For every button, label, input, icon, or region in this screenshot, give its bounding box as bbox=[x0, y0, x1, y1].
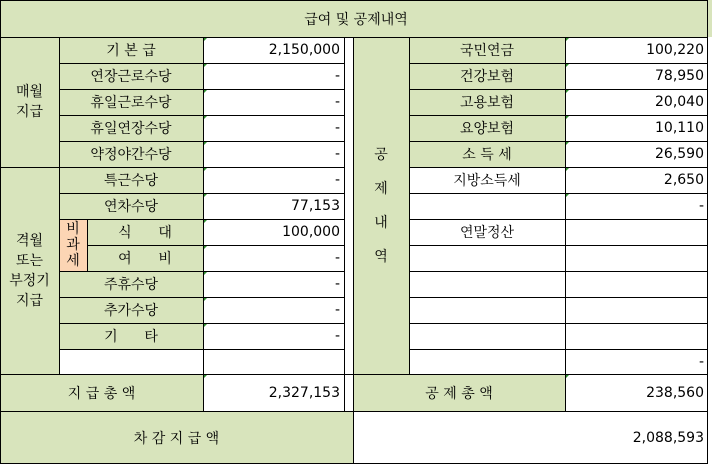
sheet-title: 급여 및 공제내역 bbox=[0, 0, 712, 37]
pay-item-value: 2,150,000 bbox=[203, 37, 344, 63]
deduction-item-label: 고용보험 bbox=[409, 89, 565, 115]
deduction-item-value bbox=[565, 323, 708, 349]
irregular-label-line: 격월 bbox=[15, 232, 44, 249]
deduction-item-value: 20,040 bbox=[565, 89, 708, 115]
deduction-item-label bbox=[409, 349, 565, 374]
deduction-item-label bbox=[409, 271, 565, 297]
pay-item-label: 추가수당 bbox=[59, 297, 203, 323]
net-pay-value: 2,088,593 bbox=[353, 411, 708, 464]
irregular-label-line: 부정기 bbox=[9, 272, 50, 289]
pay-item-value: - bbox=[203, 323, 344, 349]
total-pay-value: 2,327,153 bbox=[203, 374, 344, 411]
deduction-item-label bbox=[409, 323, 565, 349]
deduction-item-label: 건강보험 bbox=[409, 63, 565, 89]
pay-item-value: - bbox=[203, 141, 344, 167]
pay-item-label: 식 대 bbox=[87, 219, 203, 245]
monthly-label-line: 지급 bbox=[15, 104, 44, 120]
pay-item-label bbox=[59, 349, 203, 374]
deduction-item-value: 2,650 bbox=[565, 167, 708, 193]
pay-item-value: - bbox=[203, 245, 344, 271]
deduction-label-char: 역 bbox=[374, 248, 388, 265]
deduction-item-value bbox=[565, 219, 708, 245]
deduction-item-label bbox=[409, 193, 565, 219]
monthly-pay-label bbox=[0, 37, 59, 167]
totals-spacer bbox=[344, 374, 353, 411]
pay-item-value bbox=[203, 349, 344, 374]
pay-item-value: 77,153 bbox=[203, 193, 344, 219]
deduction-item-label: 소 득 세 bbox=[409, 141, 565, 167]
pay-item-value: - bbox=[203, 167, 344, 193]
non-taxable-char: 과 bbox=[66, 237, 80, 253]
total-deduction-value: 238,560 bbox=[565, 374, 708, 411]
total-deduction-label: 공 제 총 액 bbox=[353, 374, 565, 411]
pay-item-label: 기 타 bbox=[59, 323, 203, 349]
total-pay-label: 지 급 총 액 bbox=[0, 374, 203, 411]
non-taxable-char: 비 bbox=[66, 221, 80, 237]
pay-item-value: - bbox=[203, 89, 344, 115]
irregular-label-line: 지급 bbox=[15, 292, 44, 309]
irregular-label-line: 또는 bbox=[15, 252, 44, 269]
pay-item-label: 휴일연장수당 bbox=[59, 115, 203, 141]
deduction-label-char: 내 bbox=[374, 214, 388, 231]
pay-item-value: - bbox=[203, 115, 344, 141]
pay-item-label: 휴일근로수당 bbox=[59, 89, 203, 115]
spacer-column bbox=[344, 37, 353, 374]
pay-item-value: - bbox=[203, 297, 344, 323]
deduction-item-value: 26,590 bbox=[565, 141, 708, 167]
deduction-item-value: - bbox=[565, 193, 708, 219]
deduction-item-label: 연말정산 bbox=[409, 219, 565, 245]
deduction-item-label bbox=[409, 297, 565, 323]
non-taxable-tag bbox=[59, 219, 87, 271]
deduction-item-value: 10,110 bbox=[565, 115, 708, 141]
pay-item-label: 기 본 급 bbox=[59, 37, 203, 63]
deduction-item-value bbox=[565, 271, 708, 297]
deduction-label-char: 공 bbox=[374, 146, 388, 163]
pay-item-label: 약정야간수당 bbox=[59, 141, 203, 167]
deduction-label-char: 제 bbox=[374, 180, 388, 197]
monthly-label-line: 매월 bbox=[15, 84, 44, 100]
deduction-item-label: 요양보험 bbox=[409, 115, 565, 141]
deduction-item-value: 100,220 bbox=[565, 37, 708, 63]
pay-item-label: 주휴수당 bbox=[59, 271, 203, 297]
deduction-item-label bbox=[409, 245, 565, 271]
pay-item-label: 연차수당 bbox=[59, 193, 203, 219]
deduction-item-value: 78,950 bbox=[565, 63, 708, 89]
irregular-pay-label bbox=[0, 167, 59, 374]
pay-item-value: 100,000 bbox=[203, 219, 344, 245]
net-pay-label: 차 감 지 급 액 bbox=[0, 411, 353, 464]
deduction-item-value bbox=[565, 245, 708, 271]
deduction-section-label bbox=[353, 37, 409, 374]
pay-item-label: 여 비 bbox=[87, 245, 203, 271]
pay-item-value: - bbox=[203, 271, 344, 297]
pay-item-label: 특근수당 bbox=[59, 167, 203, 193]
non-taxable-char: 세 bbox=[66, 253, 80, 269]
deduction-item-value: - bbox=[565, 349, 708, 374]
pay-item-label: 연장근로수당 bbox=[59, 63, 203, 89]
pay-item-value: - bbox=[203, 63, 344, 89]
deduction-item-value bbox=[565, 297, 708, 323]
deduction-item-label: 국민연금 bbox=[409, 37, 565, 63]
deduction-item-label: 지방소득세 bbox=[409, 167, 565, 193]
